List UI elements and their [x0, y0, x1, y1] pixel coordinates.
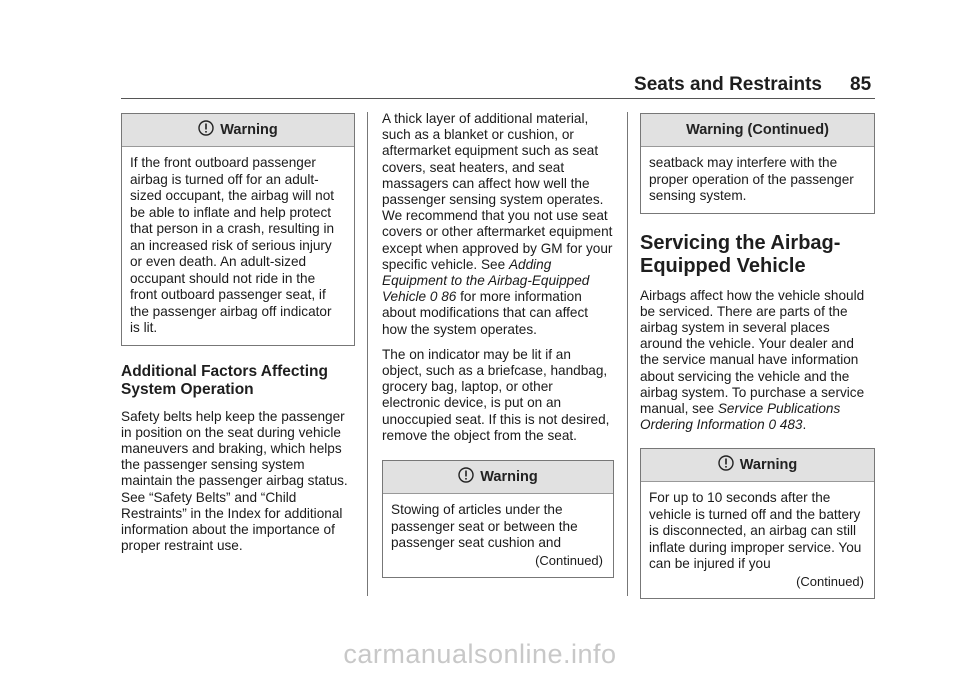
warning-body: If the front outboard passenger airbag is turned off for an adult-sized occupant, the airbag will not be able to inflate and help protect that person in a crash, resulting in an increased risk of serious injury or even death. An adult-sized occupant should not ride in the front outboard passenger seat, if the passenger airbag off indicator is lit. [130, 155, 335, 335]
warning-box [382, 460, 614, 578]
warning-header [641, 449, 874, 482]
cross-reference-link[interactable]: Adding Equipment to the Airbag-Equipped Vehicle [382, 256, 590, 305]
column-1 [121, 113, 355, 563]
subsection-heading: Additional Factors Affecting System Operation [121, 362, 328, 398]
warning-icon [718, 455, 734, 475]
column-3 [640, 113, 875, 599]
warning-title: Warning [480, 468, 538, 485]
warning-title: Warning [739, 457, 798, 474]
continued-label: (Continued) [796, 573, 864, 589]
column-divider-2 [627, 112, 628, 596]
header-rule [121, 98, 875, 99]
paragraph-text: . [802, 417, 807, 433]
section-title: Seats and Restraints [634, 74, 822, 95]
warning-body [383, 494, 613, 577]
warning-body: seatback may interfere with the proper operation of the passenger sensing system. [649, 155, 854, 203]
warning-header [641, 114, 874, 147]
warning-title: Warning [220, 121, 278, 138]
body-paragraph [382, 111, 614, 338]
paragraph-text: for more information about modifications that can affect how the system operates. [382, 289, 589, 337]
warning-title: Warning (Continued) [686, 121, 829, 138]
section-heading: Servicing the Airbag-Equipped Vehicle [640, 231, 841, 277]
watermark: carmanualsonline.info [343, 639, 617, 669]
warning-text: For up to 10 seconds after the vehicle is turned off and the battery is disconnected, an airbag can still inflate during improper service. You can be injured if you [649, 490, 862, 572]
continued-label: (Continued) [535, 552, 603, 568]
page-number: 85 [850, 74, 872, 95]
page-header [0, 72, 960, 98]
warning-icon [458, 467, 474, 487]
page-reference[interactable]: 0 86 [429, 289, 457, 305]
cross-reference-link[interactable]: Service Publications Ordering Information [640, 400, 841, 433]
column-divider-1 [367, 112, 368, 596]
body-paragraph: Safety belts help keep the passenger in position on the seat during vehicle maneuvers and braking, which helps the passenger sensing system maintain the passenger airbag status. See “Safety Belts” and “Child Restraints” in the Index for additional information about the importance of proper restraint use. [121, 408, 348, 554]
warning-box [121, 113, 355, 346]
warning-icon [198, 120, 214, 140]
column-2 [382, 111, 614, 578]
body-paragraph: The on indicator may be lit if an object, such as a briefcase, handbag, grocery bag, laptop, or other electronic device, is put on an unoccupied seat. If this is not desired, remove the object from the seat. [382, 346, 610, 443]
warning-box [640, 448, 875, 599]
warning-text: Stowing of articles under the passenger seat or between the passenger seat cushion and [391, 502, 578, 551]
warning-box-continued [640, 113, 875, 214]
paragraph-text: Airbags affect how the vehicle should be serviced. There are parts of the airbag system in several places around the vehicle. Your dealer and the service manual have information about servicing the vehicle and the airbag system. To purchase a service manual, see [640, 287, 865, 416]
warning-body [641, 482, 874, 598]
paragraph-text: A thick layer of additional material, such as a blanket or cushion, or aftermarket equipment such as seat covers, seat heaters, and seat massagers can affect how well the passenger sensing system operates. We recommend that you not use seat covers or other aftermarket equipment except when approved by GM for your specific vehicle. See [382, 111, 613, 272]
warning-header [383, 461, 613, 494]
page-reference[interactable]: 0 483 [768, 417, 803, 433]
body-paragraph [640, 288, 875, 434]
warning-header [122, 114, 354, 147]
